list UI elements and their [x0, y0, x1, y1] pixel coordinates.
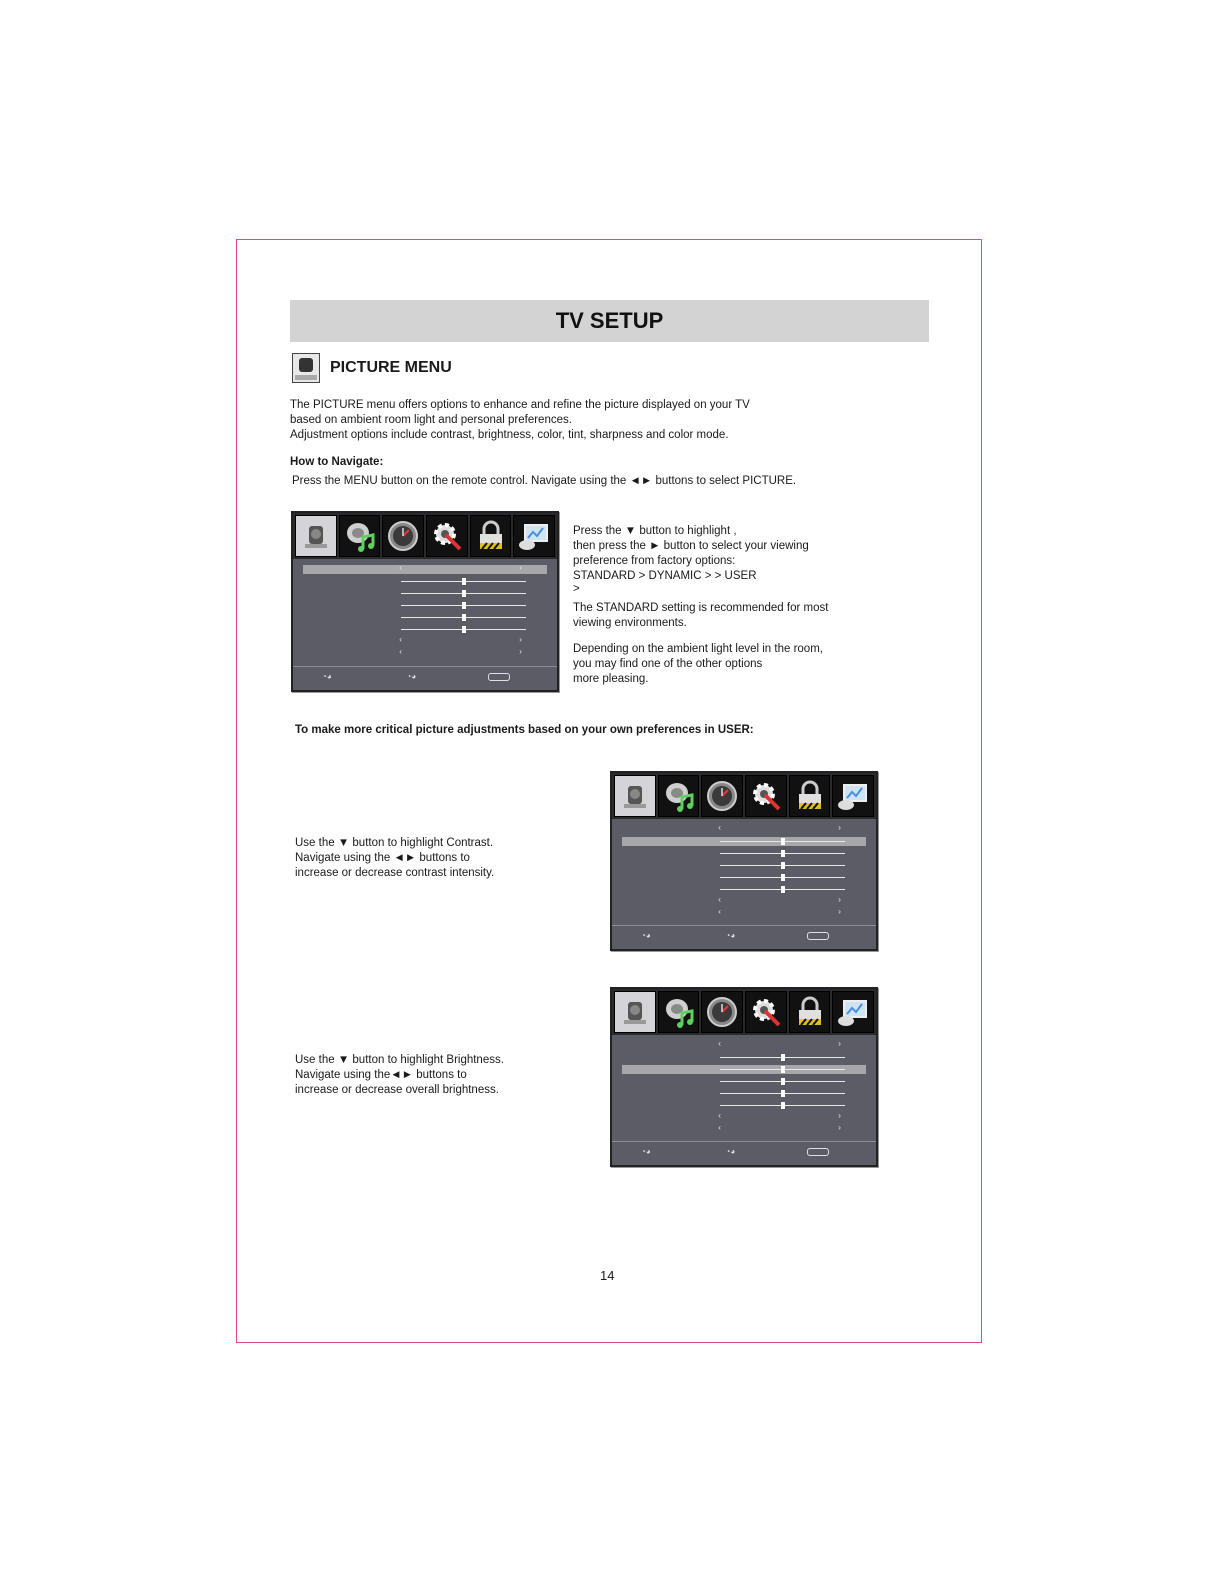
contrast-line-2: Navigate using the ◄► buttons to [295, 852, 470, 864]
arrow-left-icon[interactable]: ‹ [718, 1039, 721, 1048]
slider-knob[interactable] [462, 590, 466, 597]
audio-icon[interactable] [658, 991, 700, 1033]
tv-menu-slider-row[interactable] [622, 885, 866, 894]
arrow-right-icon[interactable]: › [838, 1039, 841, 1048]
brightness-line-2: Navigate using the◄► buttons to [295, 1069, 467, 1081]
channel-icon[interactable] [513, 515, 555, 557]
arrow-right-icon[interactable]: › [838, 1111, 841, 1120]
tv-menu-slider-row[interactable] [622, 849, 866, 858]
contrast-line-1: Use the ▼ button to highlight Contrast. [295, 837, 494, 849]
tv-menu-screen-contrast [610, 771, 878, 951]
audio-icon[interactable] [658, 775, 700, 817]
slider-knob[interactable] [462, 614, 466, 621]
slider-knob[interactable] [781, 886, 785, 893]
arrow-right-icon[interactable]: › [519, 563, 522, 572]
setup-icon[interactable] [426, 515, 468, 557]
intro-line-3: Adjustment options include contrast, brightness, color, tint, sharpness and color mode. [290, 429, 729, 441]
arrow-left-icon[interactable]: ‹ [399, 563, 402, 572]
arrow-right-icon[interactable]: › [519, 647, 522, 656]
tv-menu-slider-row[interactable] [622, 1065, 866, 1074]
tv-menu-footer [612, 1141, 876, 1162]
navigate-leftright-icon: ◔◕ [725, 1147, 736, 1156]
slider-knob[interactable] [462, 626, 466, 633]
tv-menu-option-row[interactable] [622, 897, 866, 906]
tv-menu-slider-row[interactable] [622, 1089, 866, 1098]
slider-knob[interactable] [781, 838, 785, 845]
tv-menu-icon-bar [612, 773, 876, 819]
tv-menu-option-row[interactable] [622, 825, 866, 834]
intro-line-1: The PICTURE menu offers options to enhance and refine the picture displayed on your TV [290, 399, 750, 411]
page-title-bar [290, 300, 929, 342]
tv-menu-slider-row[interactable] [622, 1053, 866, 1062]
slider-knob[interactable] [781, 1102, 785, 1109]
slider-knob[interactable] [781, 850, 785, 857]
tv-menu-slider-row[interactable] [622, 861, 866, 870]
slider-knob[interactable] [781, 1066, 785, 1073]
tv-menu-slider-row[interactable] [622, 837, 866, 846]
navigate-updown-icon: ◔◕ [641, 931, 651, 940]
clock-icon[interactable] [701, 991, 743, 1033]
tv-menu-slider-row[interactable] [303, 577, 547, 586]
navigate-heading: How to Navigate: [290, 456, 384, 468]
tv-menu-option-row[interactable] [303, 649, 547, 658]
arrow-left-icon[interactable]: ‹ [399, 647, 402, 656]
menu-button-icon [488, 673, 510, 681]
arrow-left-icon[interactable]: ‹ [399, 635, 402, 644]
audio-icon[interactable] [339, 515, 381, 557]
brightness-line-3: increase or decrease overall brightness. [295, 1084, 499, 1096]
tv-menu-slider-row[interactable] [303, 613, 547, 622]
right-text-line-10: more pleasing. [573, 673, 649, 685]
tv-menu-option-row[interactable] [303, 637, 547, 646]
channel-icon[interactable] [832, 991, 874, 1033]
setup-icon[interactable] [745, 991, 787, 1033]
picture-icon[interactable] [614, 991, 656, 1033]
tv-menu-icon-bar [612, 989, 876, 1035]
tv-menu-slider-row[interactable] [622, 1077, 866, 1086]
slider-knob[interactable] [781, 1054, 785, 1061]
picture-icon[interactable] [295, 515, 337, 557]
picture-icon[interactable] [614, 775, 656, 817]
navigate-text: Press the MENU button on the remote control. Navigate using the ◄► buttons to select PICTURE. [292, 475, 797, 487]
clock-icon[interactable] [701, 775, 743, 817]
arrow-left-icon[interactable]: ‹ [718, 907, 721, 916]
arrow-right-icon[interactable]: › [838, 823, 841, 832]
tv-menu-screen-brightness [610, 987, 878, 1167]
arrow-left-icon[interactable]: ‹ [718, 823, 721, 832]
arrow-right-icon[interactable]: › [838, 907, 841, 916]
tv-menu-slider-row[interactable] [303, 625, 547, 634]
right-text-line-3: preference from factory options: [573, 555, 736, 567]
slider-knob[interactable] [462, 578, 466, 585]
arrow-left-icon[interactable]: ‹ [718, 1123, 721, 1132]
intro-line-2: based on ambient room light and personal preferences. [290, 414, 572, 426]
tv-menu-option-row[interactable] [622, 1041, 866, 1050]
setup-icon[interactable] [745, 775, 787, 817]
navigate-updown-icon: ◔◕ [641, 1147, 651, 1156]
slider-knob[interactable] [462, 602, 466, 609]
tv-menu-slider-row[interactable] [622, 873, 866, 882]
arrow-right-icon[interactable]: › [519, 635, 522, 644]
tv-menu-slider-row[interactable] [303, 601, 547, 610]
right-text-line-1: Press the ▼ button to highlight , [573, 525, 737, 537]
right-text-line-5: > [573, 583, 580, 595]
clock-icon[interactable] [382, 515, 424, 557]
right-text-line-6: The STANDARD setting is recommended for most [573, 602, 829, 614]
section-title: PICTURE MENU [330, 359, 452, 376]
arrow-left-icon[interactable]: ‹ [718, 895, 721, 904]
tv-menu-slider-row[interactable] [303, 589, 547, 598]
tv-menu-footer [293, 666, 557, 687]
arrow-right-icon[interactable]: › [838, 895, 841, 904]
arrow-right-icon[interactable]: › [838, 1123, 841, 1132]
tv-menu-option-row[interactable] [303, 565, 547, 574]
right-text-line-7: viewing environments. [573, 617, 687, 629]
lock-icon[interactable] [789, 991, 831, 1033]
tv-menu-footer [612, 925, 876, 946]
arrow-left-icon[interactable]: ‹ [718, 1111, 721, 1120]
slider-knob[interactable] [781, 1090, 785, 1097]
navigate-updown-icon: ◔◕ [322, 672, 332, 681]
navigate-leftright-icon: ◔◕ [725, 931, 736, 940]
tv-menu-option-row[interactable] [622, 909, 866, 918]
lock-icon[interactable] [470, 515, 512, 557]
right-text-line-2: then press the ► button to select your viewing [573, 540, 809, 552]
slider-knob[interactable] [781, 862, 785, 869]
tv-menu-icon-bar [293, 513, 557, 559]
contrast-line-3: increase or decrease contrast intensity. [295, 867, 495, 879]
tv-menu-screen-mode [291, 511, 559, 692]
tv-menu-option-row[interactable] [622, 1125, 866, 1134]
page-number: 14 [600, 1268, 615, 1283]
navigate-leftright-icon: ◔◕ [406, 672, 417, 681]
picture-menu-icon [292, 353, 320, 383]
section-heading [292, 353, 452, 383]
user-adjustments-heading: To make more critical picture adjustments based on your own preferences in USER: [295, 724, 754, 736]
right-text-line-8: Depending on the ambient light level in the room, [573, 643, 823, 655]
tv-menu-option-row[interactable] [622, 1113, 866, 1122]
slider-knob[interactable] [781, 874, 785, 881]
page-title: TV SETUP [555, 308, 664, 333]
channel-icon[interactable] [832, 775, 874, 817]
tv-menu-slider-row[interactable] [622, 1101, 866, 1110]
menu-button-icon [807, 1148, 829, 1156]
menu-button-icon [807, 932, 829, 940]
right-text-line-4: STANDARD > DYNAMIC > > USER [573, 570, 757, 582]
slider-knob[interactable] [781, 1078, 785, 1085]
lock-icon[interactable] [789, 775, 831, 817]
brightness-line-1: Use the ▼ button to highlight Brightness. [295, 1054, 504, 1066]
right-text-line-9: you may find one of the other options [573, 658, 763, 670]
